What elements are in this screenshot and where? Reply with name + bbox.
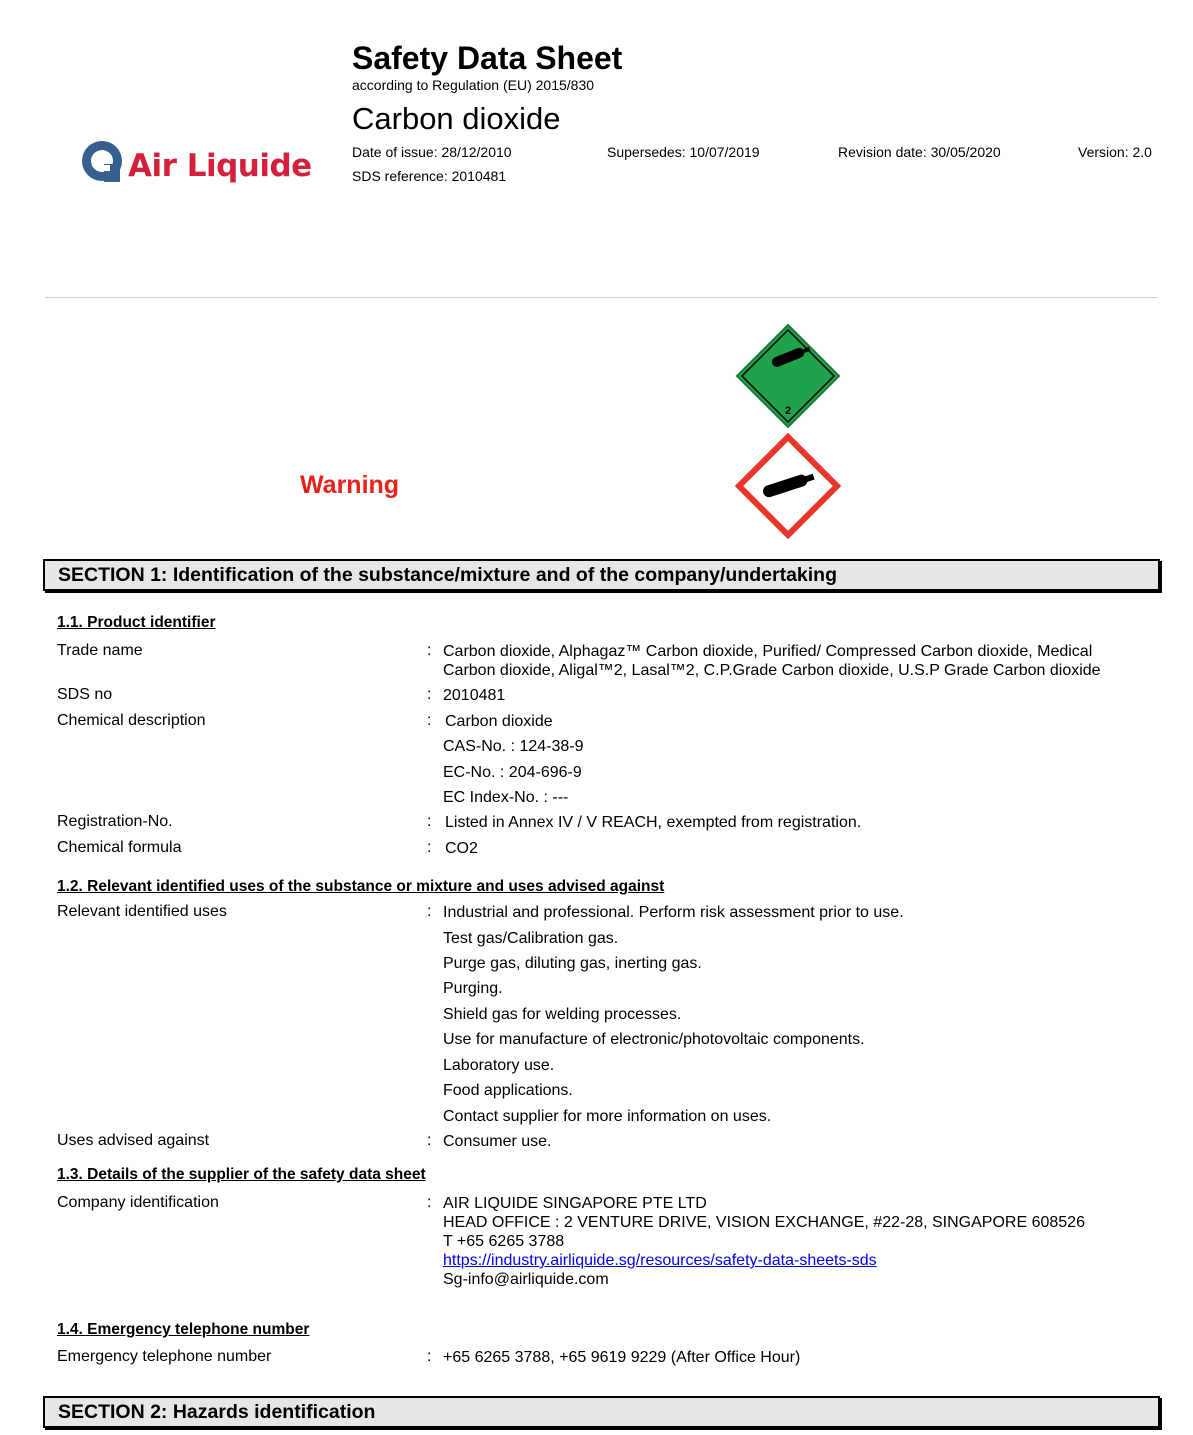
regulation-note: according to Regulation (EU) 2015/830 (352, 77, 595, 93)
company-identification-label: Company identification (57, 1194, 219, 1211)
sds-no-value: 2010481 (443, 687, 506, 704)
revision-date: Revision date: 30/05/2020 (838, 144, 1001, 160)
ec-number: EC-No. : 204-696-9 (443, 764, 582, 781)
relevant-use-item: Test gas/Calibration gas. (443, 930, 619, 947)
section-1-header: SECTION 1: Identification of the substance/mixture and of the company/undertaking (43, 559, 1160, 591)
trade-name-label: Trade name (57, 642, 143, 659)
chemical-formula-value: CO2 (445, 840, 478, 857)
company-name: AIR LIQUIDE SINGAPORE PTE LTD (443, 1195, 707, 1212)
date-of-issue: Date of issue: 28/12/2010 (352, 144, 512, 160)
relevant-use-item: Use for manufacture of electronic/photovoltaic components. (443, 1031, 865, 1048)
registration-number-label: Registration-No. (57, 813, 173, 830)
subsection-1-2-heading: 1.2. Relevant identified uses of the substance or mixture and uses advised against (57, 878, 665, 895)
version: Version: 2.0 (1078, 144, 1152, 160)
relevant-use-item: Shield gas for welding processes. (443, 1006, 682, 1023)
trade-name-line-1: Carbon dioxide, Alphagaz™ Carbon dioxide, Purified/ Compressed Carbon dioxide, Medical (443, 643, 1093, 660)
subsection-1-3-heading: 1.3. Details of the supplier of the safety data sheet (57, 1166, 426, 1183)
air-liquide-logo (80, 138, 320, 188)
section-2-header: SECTION 2: Hazards identification (43, 1396, 1160, 1428)
uses-advised-against-label: Uses advised against (57, 1132, 210, 1149)
relevant-use-item: Industrial and professional. Perform risk assessment prior to use. (443, 904, 904, 921)
product-name: Carbon dioxide (352, 101, 561, 136)
chemical-description-label: Chemical description (57, 712, 206, 729)
supersedes: Supersedes: 10/07/2019 (607, 144, 760, 160)
registration-number-value: Listed in Annex IV / V REACH, exempted from registration. (445, 814, 862, 831)
emergency-telephone-label: Emergency telephone number (57, 1348, 272, 1365)
logo-wordmark: Air Liquide (128, 148, 312, 184)
trade-name-line-2: Carbon dioxide, Aligal™2, Lasal™2, C.P.Grade Carbon dioxide, U.S.P Grade Carbon dioxide (443, 662, 1101, 679)
subsection-1-1-heading: 1.1. Product identifier (57, 614, 216, 631)
transport-class-number: 2 (784, 405, 792, 417)
ghs04-gas-cylinder-icon (735, 433, 841, 539)
company-address: HEAD OFFICE : 2 VENTURE DRIVE, VISION EXCHANGE, #22-28, SINGAPORE 608526 (443, 1214, 1085, 1231)
subsection-1-4-heading: 1.4. Emergency telephone number (57, 1321, 310, 1338)
relevant-use-item: Laboratory use. (443, 1057, 555, 1074)
relevant-uses-label: Relevant identified uses (57, 903, 227, 920)
header-divider (45, 297, 1158, 298)
relevant-use-item: Purge gas, diluting gas, inerting gas. (443, 955, 702, 972)
sds-reference: SDS reference: 2010481 (352, 168, 507, 184)
company-phone: T +65 6265 3788 (443, 1233, 565, 1250)
signal-word: Warning (300, 471, 400, 499)
logo-emblem-icon (82, 141, 122, 182)
chemical-formula-label: Chemical formula (57, 839, 182, 856)
uses-advised-against-value: Consumer use. (443, 1133, 552, 1150)
cas-number: CAS-No. : 124-38-9 (443, 738, 584, 755)
ec-index-number: EC Index-No. : --- (443, 789, 569, 806)
chemical-description-value: Carbon dioxide (445, 713, 553, 730)
relevant-use-item: Contact supplier for more information on uses. (443, 1108, 772, 1125)
relevant-use-item: Purging. (443, 980, 503, 997)
sds-no-label: SDS no (57, 686, 113, 703)
transport-class-2-gas-cylinder-icon (735, 323, 841, 429)
company-email: Sg-info@airliquide.com (443, 1271, 609, 1288)
document-title: Safety Data Sheet (352, 40, 623, 76)
emergency-telephone-value: +65 6265 3788, +65 9619 9229 (After Office Hour) (443, 1349, 801, 1366)
sds-resources-link[interactable]: https://industry.airliquide.sg/resources/safety-data-sheets-sds (443, 1252, 877, 1269)
relevant-use-item: Food applications. (443, 1082, 573, 1099)
